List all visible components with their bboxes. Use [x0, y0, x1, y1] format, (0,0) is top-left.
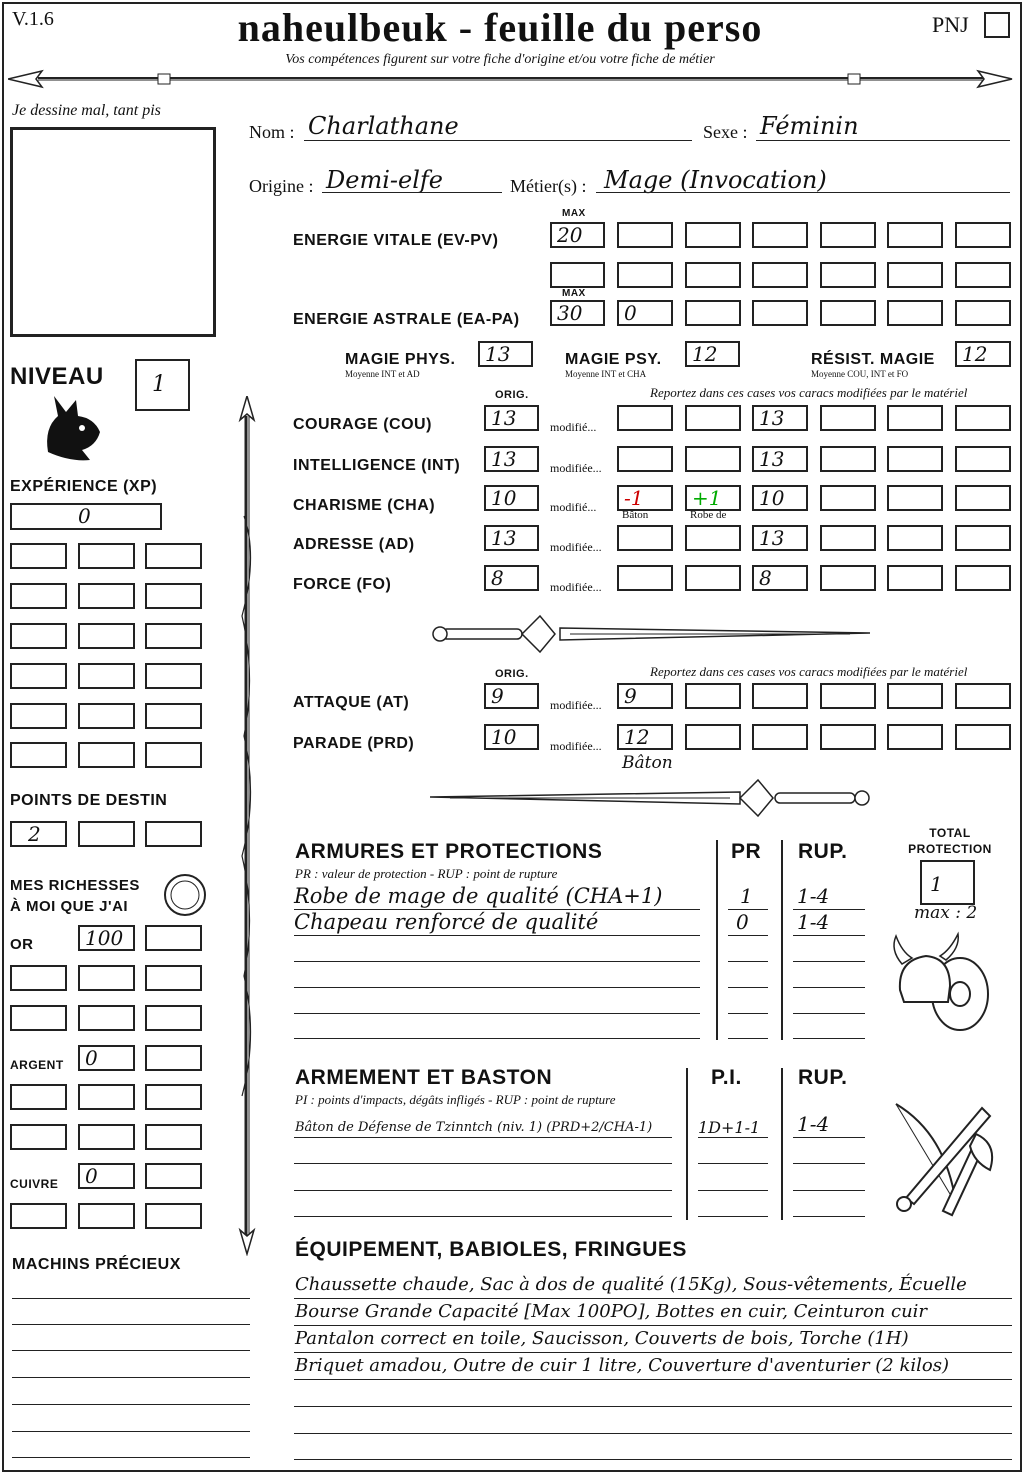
armor-line[interactable] — [728, 987, 768, 988]
xp-grid-box[interactable] — [10, 742, 67, 768]
stat-label: COURAGE (COU) — [293, 416, 432, 433]
machins-line[interactable] — [12, 1324, 250, 1325]
parade-box[interactable] — [752, 724, 808, 750]
argent-box[interactable] — [145, 1045, 202, 1071]
xp-grid-box[interactable] — [78, 663, 135, 689]
stat-orig-box[interactable]: 13 — [484, 405, 539, 431]
argent-box[interactable]: 0 — [78, 1045, 135, 1071]
spear-divider-icon — [8, 66, 1013, 90]
stat-mod-box[interactable]: +1 — [685, 485, 741, 511]
parade-final-box[interactable]: 12 — [617, 724, 673, 750]
stat-mod-box[interactable] — [887, 446, 943, 472]
ev-box[interactable] — [752, 222, 808, 248]
resist-magie-note: Moyenne COU, INT et FO — [811, 369, 909, 379]
destin-label: POINTS DE DESTIN — [10, 792, 168, 809]
armor-line[interactable] — [793, 1013, 865, 1014]
ev-box[interactable] — [685, 222, 741, 248]
armor-line[interactable] — [793, 1038, 865, 1039]
portrait-box[interactable] — [10, 127, 216, 337]
parade-box[interactable] — [685, 724, 741, 750]
pnj-label: PNJ — [932, 12, 969, 37]
armor-item-rup[interactable]: 1-4 — [797, 910, 830, 934]
stat-mod-box[interactable] — [887, 565, 943, 591]
or-box[interactable] — [145, 925, 202, 951]
weapon-line[interactable] — [698, 1216, 768, 1217]
weapon-line[interactable] — [793, 1163, 865, 1164]
attaque-final-box[interactable]: 9 — [617, 683, 673, 709]
armor-line — [728, 909, 768, 910]
armor-line[interactable] — [294, 1013, 700, 1014]
ev-box[interactable] — [617, 222, 673, 248]
sexe-line — [756, 140, 1010, 141]
machins-line[interactable] — [12, 1350, 250, 1351]
stat-mod-box[interactable] — [820, 446, 876, 472]
cuivre-box[interactable]: 0 — [78, 1163, 135, 1189]
armor-line[interactable] — [294, 961, 700, 962]
cuivre-box[interactable] — [10, 1203, 67, 1229]
attaque-box[interactable] — [752, 683, 808, 709]
parade-note: Bâton — [622, 753, 673, 773]
stat-mod-box[interactable] — [685, 446, 741, 472]
ea-box[interactable] — [887, 300, 943, 326]
stat-orig-box[interactable]: 8 — [484, 565, 539, 591]
weapon-item-name[interactable]: Bâton de Défense de Tzinntch (niv. 1) (PRD+2/CHA-1) — [295, 1120, 653, 1135]
nom-label: Nom : — [249, 122, 295, 142]
ea-box[interactable] — [820, 300, 876, 326]
xp-box[interactable]: 0 — [10, 503, 162, 530]
ev-label: ENERGIE VITALE (EV-PV) — [293, 232, 499, 249]
magie-phys-label: MAGIE PHYS. — [345, 351, 456, 368]
armor-pr-header: PR — [731, 840, 762, 863]
ev-box[interactable] — [955, 262, 1011, 288]
attaque-label: ATTAQUE (AT) — [293, 694, 410, 711]
equipment-rule — [294, 1298, 1012, 1299]
weapon-item-rup[interactable]: 1-4 — [797, 1112, 830, 1136]
weapon-line[interactable] — [793, 1190, 865, 1191]
weapon-line[interactable] — [294, 1216, 672, 1217]
stat-modified-label: modifié... — [550, 500, 597, 514]
weapons-rup-header: RUP. — [798, 1066, 848, 1089]
xp-grid-box[interactable] — [10, 543, 67, 569]
stat-mod-box[interactable] — [955, 525, 1011, 551]
ea-box[interactable] — [752, 300, 808, 326]
destin-box[interactable] — [78, 821, 135, 847]
xp-grid-box[interactable] — [10, 583, 67, 609]
cuivre-label: CUIVRE — [10, 1177, 59, 1191]
weapon-line — [793, 1137, 865, 1138]
xp-grid-box[interactable] — [145, 663, 202, 689]
xp-grid-box[interactable] — [145, 543, 202, 569]
weapons-note: PI : points d'impacts, dégâts infligés - RUP : point de rupture — [295, 1092, 616, 1107]
destin-box[interactable] — [145, 821, 202, 847]
ev-box[interactable] — [887, 262, 943, 288]
equipment-rule[interactable] — [294, 1433, 1012, 1434]
version-label: V.1.6 — [12, 8, 54, 30]
xp-grid-box[interactable] — [10, 703, 67, 729]
total-protection-label: TOTAL — [929, 826, 971, 840]
armor-item-name[interactable]: Robe de mage de qualité (CHA+1) — [294, 884, 663, 908]
equipment-rule[interactable] — [294, 1406, 1012, 1407]
stats-orig-label: ORIG. — [495, 389, 529, 401]
armor-line — [728, 935, 768, 936]
stat-final-box[interactable]: 13 — [752, 525, 808, 551]
equipment-line[interactable]: Pantalon correct en toile, Saucisson, Couverts de bois, Torche (1H) — [295, 1328, 909, 1349]
xp-grid-box[interactable] — [10, 623, 67, 649]
metier-label: Métier(s) : — [510, 176, 587, 196]
ev-box[interactable] — [820, 222, 876, 248]
ev-box[interactable] — [550, 262, 605, 288]
nom-value[interactable]: Charlathane — [308, 112, 459, 140]
combat-orig-label: ORIG. — [495, 668, 529, 680]
armor-item-pr[interactable]: 0 — [736, 910, 749, 934]
weapon-item-pi[interactable]: 1D+1-1 — [698, 1118, 761, 1137]
armor-line[interactable] — [294, 1038, 700, 1039]
ea-max-label: MAX — [562, 288, 586, 299]
machins-line[interactable] — [12, 1431, 250, 1432]
or-box[interactable]: 100 — [78, 925, 135, 951]
ea-box[interactable] — [955, 300, 1011, 326]
armor-line — [793, 909, 865, 910]
equipment-line[interactable]: Bourse Grande Capacité [Max 100PO], Bottes en cuir, Ceinturon cuir — [295, 1301, 928, 1322]
parade-box[interactable] — [820, 724, 876, 750]
weapon-line — [294, 1137, 672, 1138]
armor-item-name[interactable]: Chapeau renforcé de qualité — [294, 910, 599, 934]
stat-mod-box[interactable] — [955, 405, 1011, 431]
parade-box[interactable] — [887, 724, 943, 750]
weapon-line[interactable] — [294, 1163, 672, 1164]
magie-phys-box[interactable]: 13 — [478, 341, 533, 367]
stat-mod-note: Robe de — [690, 509, 727, 521]
attaque-orig-box[interactable]: 9 — [484, 683, 539, 709]
stat-mod-box[interactable] — [685, 525, 741, 551]
argent-label: ARGENT — [10, 1058, 64, 1072]
stat-mod-box[interactable] — [685, 565, 741, 591]
combat-report-note: Reportez dans ces cases vos caracs modifiées par le matériel — [650, 664, 968, 679]
ea-max-box[interactable]: 30 — [550, 300, 605, 326]
richesses-label: MES RICHESSES — [10, 877, 140, 894]
ea-current-box[interactable]: 0 — [617, 300, 673, 326]
stat-mod-box[interactable] — [617, 405, 673, 431]
xp-grid-box[interactable] — [78, 583, 135, 609]
stat-mod-box[interactable] — [617, 565, 673, 591]
resist-magie-label: RÉSIST. MAGIE — [811, 351, 935, 368]
stat-mod-box[interactable] — [820, 525, 876, 551]
stat-mod-box[interactable]: -1 — [617, 485, 673, 511]
stats-report-note: Reportez dans ces cases vos caracs modifiées par le matériel — [650, 385, 968, 400]
magie-psy-box[interactable]: 12 — [685, 341, 740, 367]
richesses-label-2: À MOI QUE J'AI — [10, 898, 129, 915]
weapons-pi-header: P.I. — [711, 1066, 742, 1089]
sword-icon — [430, 614, 875, 654]
armor-line — [294, 935, 700, 936]
machins-line[interactable] — [12, 1457, 250, 1458]
resist-magie-box[interactable]: 12 — [955, 341, 1011, 367]
stat-final-box[interactable]: 13 — [752, 446, 808, 472]
or-label: OR — [10, 936, 34, 953]
stat-mod-box[interactable] — [955, 565, 1011, 591]
armor-line — [793, 935, 865, 936]
stat-modified-label: modifiée... — [550, 540, 602, 554]
xp-grid-box[interactable] — [145, 703, 202, 729]
armor-rup-header: RUP. — [798, 840, 848, 863]
armor-item-pr[interactable]: 1 — [740, 884, 753, 908]
armor-note: PR : valeur de protection - RUP : point de rupture — [295, 866, 558, 881]
stat-mod-box[interactable] — [820, 405, 876, 431]
xp-grid-box[interactable] — [145, 583, 202, 609]
stat-orig-box[interactable]: 10 — [484, 485, 539, 511]
equipment-rule — [294, 1325, 1012, 1326]
niveau-box[interactable]: 1 — [135, 359, 190, 411]
stat-mod-box[interactable] — [617, 446, 673, 472]
spear-icon — [232, 396, 262, 1256]
stat-orig-box[interactable]: 13 — [484, 446, 539, 472]
stat-mod-box[interactable] — [955, 485, 1011, 511]
equipment-rule[interactable] — [294, 1459, 1012, 1460]
machins-label: MACHINS PRÉCIEUX — [12, 1256, 181, 1273]
ev-box[interactable] — [887, 222, 943, 248]
xp-grid-box[interactable] — [78, 703, 135, 729]
page-subtitle: Vos compétences figurent sur votre fiche d'origine et/ou votre fiche de métier — [285, 52, 715, 67]
xp-grid-box[interactable] — [145, 623, 202, 649]
xp-grid-box[interactable] — [145, 742, 202, 768]
stat-mod-box[interactable] — [955, 446, 1011, 472]
or-box[interactable] — [78, 1005, 135, 1031]
cuivre-box[interactable] — [78, 1203, 135, 1229]
origine-label: Origine : — [249, 176, 314, 196]
argent-box[interactable] — [10, 1124, 67, 1150]
total-protection-max: max : 2 — [914, 903, 978, 923]
armor-line[interactable] — [728, 1038, 768, 1039]
nom-line — [304, 140, 692, 141]
xp-grid-box[interactable] — [78, 623, 135, 649]
xp-label: EXPÉRIENCE (XP) — [10, 478, 158, 495]
ev-max-label: MAX — [562, 208, 586, 219]
magie-psy-note: Moyenne INT et CHA — [565, 369, 647, 379]
armor-line[interactable] — [793, 987, 865, 988]
ev-box[interactable] — [752, 262, 808, 288]
ea-box[interactable] — [685, 300, 741, 326]
armor-line[interactable] — [294, 987, 700, 988]
stat-mod-box[interactable] — [685, 405, 741, 431]
stat-modified-label: modifiée... — [550, 461, 602, 475]
armor-line[interactable] — [728, 1013, 768, 1014]
metier-value[interactable]: Mage (Invocation) — [604, 166, 827, 194]
or-box[interactable] — [145, 1005, 202, 1031]
armor-line[interactable] — [793, 961, 865, 962]
parade-modified-label: modifiée... — [550, 739, 602, 753]
xp-grid-box[interactable] — [78, 543, 135, 569]
weapon-line[interactable] — [793, 1216, 865, 1217]
xp-grid-box[interactable] — [78, 742, 135, 768]
coin-icon — [162, 872, 208, 918]
stat-mod-box[interactable] — [887, 525, 943, 551]
attaque-box[interactable] — [685, 683, 741, 709]
magie-psy-label: MAGIE PSY. — [565, 351, 662, 368]
stat-final-box[interactable]: 13 — [752, 405, 808, 431]
equipment-rule — [294, 1352, 1012, 1353]
machins-line[interactable] — [12, 1298, 250, 1299]
weapon-line — [698, 1137, 768, 1138]
stat-orig-box[interactable]: 13 — [484, 525, 539, 551]
cuivre-box[interactable] — [145, 1163, 202, 1189]
stat-mod-box[interactable] — [617, 525, 673, 551]
stat-mod-box[interactable] — [820, 485, 876, 511]
stat-modified-label: modifié... — [550, 420, 597, 434]
argent-box[interactable] — [145, 1124, 202, 1150]
attaque-box[interactable] — [820, 683, 876, 709]
destin-box[interactable]: 2 — [10, 821, 67, 847]
stat-label: CHARISME (CHA) — [293, 497, 436, 514]
armor-title: ARMURES ET PROTECTIONS — [295, 840, 603, 863]
sexe-value[interactable]: Féminin — [760, 112, 859, 140]
armor-line[interactable] — [728, 961, 768, 962]
weapons-icon — [886, 1094, 1006, 1218]
weapons-col-divider — [781, 1068, 783, 1220]
equipment-line[interactable]: Chaussette chaude, Sac à dos de qualité (15Kg), Sous-vêtements, Écuelle — [295, 1274, 967, 1295]
pnj-checkbox[interactable] — [984, 12, 1010, 38]
cuivre-box[interactable] — [145, 1203, 202, 1229]
sexe-label: Sexe : — [703, 122, 748, 142]
attaque-modified-label: modifiée... — [550, 698, 602, 712]
magie-phys-note: Moyenne INT et AD — [345, 369, 420, 379]
helmet-shield-icon — [888, 930, 998, 1040]
weapons-title: ARMEMENT ET BASTON — [295, 1066, 553, 1089]
total-protection-box[interactable]: 1 — [920, 860, 975, 905]
sword-icon — [430, 778, 875, 818]
ev-box[interactable] — [820, 262, 876, 288]
attaque-box[interactable] — [887, 683, 943, 709]
stat-label: INTELLIGENCE (INT) — [293, 457, 461, 474]
parade-label: PARADE (PRD) — [293, 735, 415, 752]
or-box[interactable] — [78, 965, 135, 991]
ev-box[interactable] — [685, 262, 741, 288]
parade-box[interactable] — [955, 724, 1011, 750]
stat-mod-box[interactable] — [820, 565, 876, 591]
stat-mod-box[interactable] — [887, 405, 943, 431]
armor-line — [294, 909, 700, 910]
argent-box[interactable] — [10, 1084, 67, 1110]
total-protection-label-2: PROTECTION — [908, 842, 992, 856]
ev-box[interactable] — [617, 262, 673, 288]
page-title: naheulbeuk - feuille du perso — [237, 5, 763, 50]
ev-box[interactable] — [955, 222, 1011, 248]
stat-final-box[interactable]: 8 — [752, 565, 808, 591]
parade-orig-box[interactable]: 10 — [484, 724, 539, 750]
stat-mod-box[interactable] — [887, 485, 943, 511]
ev-max-box[interactable]: 20 — [550, 222, 605, 248]
weapon-line[interactable] — [698, 1190, 768, 1191]
equipment-rule — [294, 1379, 1012, 1380]
ea-label: ENERGIE ASTRALE (EA-PA) — [293, 311, 520, 328]
origine-line — [322, 192, 502, 193]
argent-box[interactable] — [78, 1084, 135, 1110]
stat-label: FORCE (FO) — [293, 576, 392, 593]
armor-col-divider — [781, 840, 783, 1040]
equipment-line[interactable]: Briquet amadou, Outre de cuir 1 litre, Couverture d'aventurier (2 kilos) — [295, 1355, 950, 1376]
or-box[interactable] — [145, 965, 202, 991]
machins-line[interactable] — [12, 1377, 250, 1378]
equipment-title: ÉQUIPEMENT, BABIOLES, FRINGUES — [295, 1238, 687, 1261]
niveau-label: NIVEAU — [10, 363, 104, 390]
machins-line[interactable] — [12, 1404, 250, 1405]
weapon-line[interactable] — [698, 1163, 768, 1164]
argent-box[interactable] — [78, 1124, 135, 1150]
stat-modified-label: modifiée... — [550, 580, 602, 594]
weapon-line[interactable] — [294, 1190, 672, 1191]
origine-value[interactable]: Demi-elfe — [326, 166, 443, 194]
weapons-col-divider — [686, 1068, 688, 1220]
attaque-box[interactable] — [955, 683, 1011, 709]
stat-final-box[interactable]: 10 — [752, 485, 808, 511]
metier-line — [596, 192, 1010, 193]
or-box[interactable] — [10, 965, 67, 991]
xp-grid-box[interactable] — [10, 663, 67, 689]
dragon-icon — [40, 392, 106, 464]
or-box[interactable] — [10, 1005, 67, 1031]
portrait-caption: Je dessine mal, tant pis — [12, 102, 161, 119]
armor-col-divider — [716, 840, 718, 1040]
argent-box[interactable] — [145, 1084, 202, 1110]
stat-mod-note: Bâton — [622, 509, 649, 521]
stat-label: ADRESSE (AD) — [293, 536, 415, 553]
armor-item-rup[interactable]: 1-4 — [797, 884, 830, 908]
